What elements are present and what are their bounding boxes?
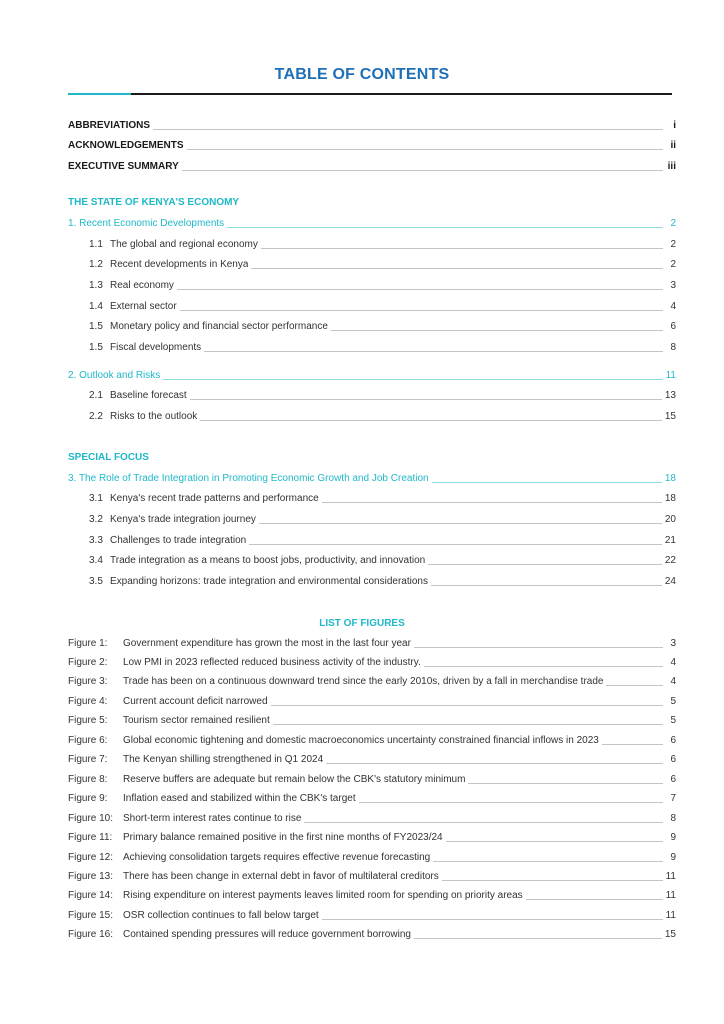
toc-entry[interactable]: 1.3 Real economy 3: [89, 280, 676, 291]
leader-dots: [204, 351, 663, 352]
leader-dots: [432, 482, 662, 483]
figure-entry[interactable]: Figure 6: Global economic tightening and domestic macroeconomics uncertainty constrained financial inflows in 2023 6: [68, 735, 676, 746]
toc-entry[interactable]: 1.2 Recent developments in Kenya 2: [89, 259, 676, 270]
leader-dots: [606, 685, 663, 686]
figure-entry[interactable]: Figure 16: Contained spending pressures will reduce government borrowing 15: [68, 929, 676, 940]
leader-dots: [273, 724, 663, 725]
leader-dots: [259, 523, 662, 524]
toc-entry[interactable]: 3.2 Kenya's trade integration journey 20: [89, 514, 676, 525]
figure-entry[interactable]: Figure 15: OSR collection continues to fall below target 11: [68, 910, 676, 921]
leader-dots: [359, 802, 663, 803]
leader-dots: [326, 763, 663, 764]
figure-entry[interactable]: Figure 9: Inflation eased and stabilized within the CBK's target 7: [68, 793, 676, 804]
leader-dots: [331, 330, 663, 331]
section-heading-state-of-economy: THE STATE OF KENYA'S ECONOMY: [68, 197, 240, 208]
toc-entry-acknowledgements[interactable]: ACKNOWLEDGEMENTS ii: [68, 140, 676, 151]
figure-entry[interactable]: Figure 5: Tourism sector remained resilient 5: [68, 715, 676, 726]
toc-entry[interactable]: 3.4 Trade integration as a means to boost jobs, productivity, and innovation 22: [89, 555, 676, 566]
section-heading-special-focus: SPECIAL FOCUS: [68, 452, 149, 463]
page-title: TABLE OF CONTENTS: [274, 66, 450, 83]
figure-entry[interactable]: Figure 11: Primary balance remained positive in the first nine months of FY2023/24 9: [68, 832, 676, 843]
toc-entry[interactable]: 3.1 Kenya's recent trade patterns and performance 18: [89, 493, 676, 504]
list-of-figures-heading: LIST OF FIGURES: [319, 618, 405, 629]
leader-dots: [322, 502, 662, 503]
leader-dots: [602, 744, 663, 745]
leader-dots: [433, 861, 663, 862]
figure-entry[interactable]: Figure 8: Reserve buffers are adequate but remain below the CBK's statutory minimum 6: [68, 774, 676, 785]
leader-dots: [163, 379, 662, 380]
toc-entry-abbreviations[interactable]: ABBREVIATIONS i: [68, 120, 676, 131]
figure-entry[interactable]: Figure 4: Current account deficit narrowed 5: [68, 696, 676, 707]
figure-entry[interactable]: Figure 7: The Kenyan shilling strengthened in Q1 2024 6: [68, 754, 676, 765]
toc-entry[interactable]: 2.2 Risks to the outlook 15: [89, 411, 676, 422]
figure-entry[interactable]: Figure 3: Trade has been on a continuous downward trend since the early 2010s, driven by a fall in merchandise trade 4: [68, 676, 676, 687]
leader-dots: [414, 938, 662, 939]
leader-dots: [190, 399, 662, 400]
leader-dots: [261, 248, 663, 249]
toc-entry[interactable]: 2.1 Baseline forecast 13: [89, 390, 676, 401]
figure-entry[interactable]: Figure 10: Short-term interest rates continue to rise 8: [68, 813, 676, 824]
toc-chapter-3[interactable]: 3. The Role of Trade Integration in Promoting Economic Growth and Job Creation 18: [68, 473, 676, 484]
figure-entry[interactable]: Figure 12: Achieving consolidation targets requires effective revenue forecasting 9: [68, 852, 676, 863]
title-rule-accent: [68, 93, 131, 95]
leader-dots: [428, 564, 662, 565]
figure-entry[interactable]: Figure 13: There has been change in external debt in favor of multilateral creditors 11: [68, 871, 676, 882]
leader-dots: [442, 880, 663, 881]
leader-dots: [431, 585, 662, 586]
toc-chapter-1[interactable]: 1. Recent Economic Developments 2: [68, 218, 676, 229]
leader-dots: [414, 647, 663, 648]
leader-dots: [322, 919, 663, 920]
toc-entry[interactable]: 3.5 Expanding horizons: trade integration and environmental considerations 24: [89, 576, 676, 587]
leader-dots: [304, 822, 663, 823]
toc-entry-executive-summary[interactable]: EXECUTIVE SUMMARY iii: [68, 161, 676, 172]
title-rule: [131, 93, 672, 95]
toc-entry[interactable]: 3.3 Challenges to trade integration 21: [89, 535, 676, 546]
toc-entry[interactable]: 1.4 External sector 4: [89, 301, 676, 312]
leader-dots: [200, 420, 662, 421]
toc-entry[interactable]: 1.5 Monetary policy and financial sector performance 6: [89, 321, 676, 332]
leader-dots: [180, 310, 663, 311]
leader-dots: [177, 289, 663, 290]
leader-dots: [153, 129, 663, 130]
leader-dots: [424, 666, 663, 667]
leader-dots: [187, 149, 663, 150]
leader-dots: [251, 268, 663, 269]
leader-dots: [249, 544, 662, 545]
figure-entry[interactable]: Figure 2: Low PMI in 2023 reflected reduced business activity of the industry. 4: [68, 657, 676, 668]
leader-dots: [468, 783, 663, 784]
toc-entry[interactable]: 1.5 Fiscal developments 8: [89, 342, 676, 353]
leader-dots: [526, 899, 663, 900]
toc-chapter-2[interactable]: 2. Outlook and Risks 11: [68, 370, 676, 381]
figure-entry[interactable]: Figure 1: Government expenditure has grown the most in the last four year 3: [68, 638, 676, 649]
leader-dots: [227, 227, 663, 228]
toc-entry[interactable]: 1.1 The global and regional economy 2: [89, 239, 676, 250]
leader-dots: [182, 170, 663, 171]
figure-entry[interactable]: Figure 14: Rising expenditure on interest payments leaves limited room for spending on priority areas 11: [68, 890, 676, 901]
leader-dots: [446, 841, 663, 842]
leader-dots: [271, 705, 663, 706]
